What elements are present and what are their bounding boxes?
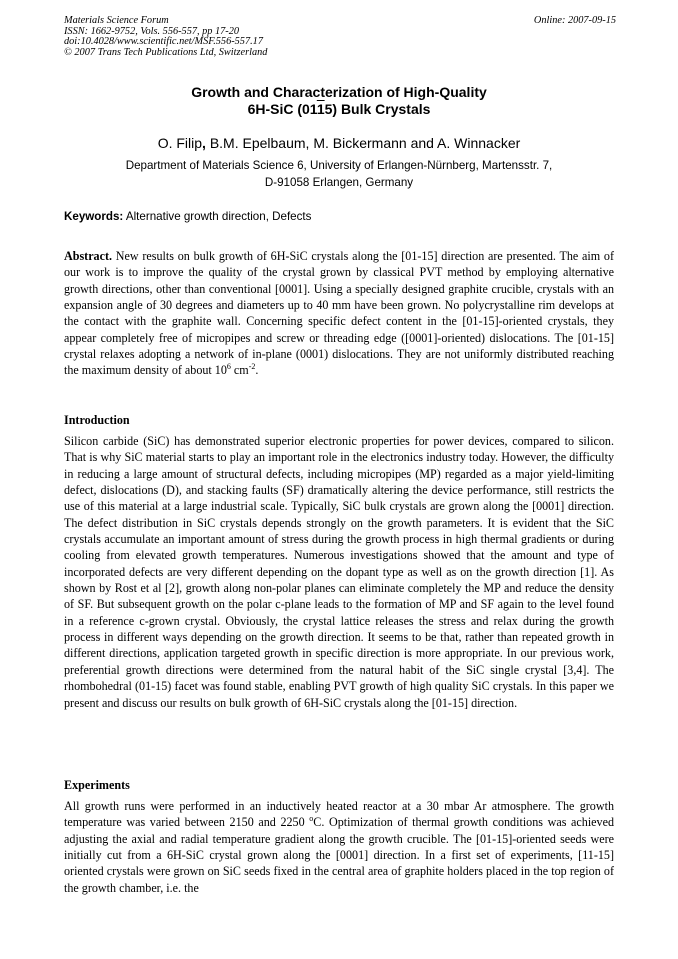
abstract-unit: cm bbox=[230, 363, 249, 378]
degree-sign: o bbox=[309, 814, 314, 824]
title-line-1: Growth and Characterization of High-Quality bbox=[191, 84, 487, 100]
abstract-text: New results on bulk growth of 6H-SiC crystals along the [01-15] direction are presented. The aim of our work is to improve the quality of the crystal grown by classical PVT method by employing alternative growth directions, other than conventional [0001]. Using a specially designed graphite crucible, crystals with an expansion angle of 30 degrees and diameters up to 40 mm have been grown. No polycrystalline rim develops at the contact with the graphite wall. Concerning specific defect content in the [01-15]-oriented crystals, they appear completely free of micropipes and screw or threading edge ([0001]-oriented) dislocations. The [01-15] crystal relaxes adopting a network of in-plane (0001) dislocations. They are not uniformly distributed reaching the maximum density of about 10 bbox=[64, 249, 614, 378]
author-first: O. Filip bbox=[157, 135, 203, 151]
abstract-label: Abstract. bbox=[64, 249, 113, 263]
author-separator: , bbox=[202, 135, 206, 151]
title-line-2-bar: 1 bbox=[316, 101, 325, 117]
journal-header bbox=[64, 16, 616, 58]
doi-line: doi:10.4028/www.scientific.net/MSF.556-557.17 bbox=[64, 36, 263, 48]
abstract-end: . bbox=[255, 363, 259, 378]
experiments-text-a: All growth runs were performed in an inductively heated reactor at a 30 mbar Ar atmosphere. The growth temperature was varied between 2150 and 2250 bbox=[64, 799, 614, 830]
abstract-exp-2: -2 bbox=[248, 362, 256, 372]
experiments-text bbox=[64, 798, 614, 896]
online-date: Online: 2007-09-15 bbox=[533, 15, 616, 26]
issn-line: ISSN: 1662-9752, Vols. 556-557, pp 17-20 bbox=[64, 25, 240, 37]
title-line-2-post: 5) Bulk Crystals bbox=[324, 101, 431, 117]
experiments-heading: Experiments bbox=[64, 778, 130, 792]
affiliation-line-1: Department of Materials Science 6, University of Erlangen-Nürnberg, Martensstr. 7, bbox=[125, 159, 553, 172]
title-line-2 bbox=[64, 101, 614, 118]
author-rest: B.M. Epelbaum, M. Bickermann and A. Winnacker bbox=[205, 135, 521, 151]
journal-name: Materials Science Forum bbox=[64, 15, 169, 26]
keywords bbox=[64, 209, 616, 224]
title-line-2-pre: 6H-SiC (01 bbox=[247, 101, 317, 117]
abstract bbox=[64, 248, 614, 379]
affiliation bbox=[64, 158, 614, 191]
paper-title bbox=[64, 84, 614, 118]
copyright-line: © 2007 Trans Tech Publications Ltd, Switzerland bbox=[64, 46, 268, 58]
keywords-text: Alternative growth direction, Defects bbox=[123, 210, 312, 223]
author-list bbox=[64, 135, 614, 152]
keywords-label: Keywords: bbox=[64, 210, 124, 223]
introduction-text: Silicon carbide (SiC) has demonstrated superior electronic properties for power devices, compared to silicon. That is why SiC material starts to play an important role in the electronics industry today. However, the difficulty in reducing a large amount of structural defects, including micropipes (MP) regarded as a major yield-limiting defect, dislocations (D), and stacking faults (SF) dramatically altering the device performance, still restricts the use of this material at a large industrial scale. Typically, SiC bulk crystals are grown along the [0001] direction. The defect distribution in SiC crystals depends strongly on the growth parameters. It is evident that the SiC crystals accumulate an important amount of stress during the growth process in high thermal gradients or during cooling from elevated growth temperatures. Numerous investigations showed that the amount and type of incorporated defects are very different depending on the dopant type as well as on the growth direction [1]. As shown by Rost et al [2], growth along non-polar planes can eliminate completely the MP and reduce the density of SF. But subsequent growth on the polar c-plane leads to the formation of MP and SF again to the level found in a reference c-grown crystal. Obviously, the crystal lattice releases the stress and relax during the growth process in different ways depending on the growth direction. It seems to be that, rather than repeated growth in different directions, application targeted growth in specific direction is more appropriate. In our previous work, preferential growth directions were determined from the natural habit of the SiC single crystal [3,4]. The rhombohedral (01-15) facet was found stable, enabling PVT growth of high quality SiC crystals. In this paper we present and discuss our results on bulk growth of 6H-SiC crystals along the [01-15] direction. bbox=[64, 434, 614, 710]
experiments-text-b: C. Optimization of thermal growth conditions was achieved adjusting the axial and radial temperature gradient along the growth crucible. The [01-15]-oriented seeds were initially cut from a 6H-SiC crystal grown along the [0001] direction. In a first set of experiments, [11-15] oriented crystals were grown on SiC seeds fixed in the central area of graphite holders placed in the top region of the growth chamber, i.e. the bbox=[64, 815, 615, 895]
abstract-exp-1: 6 bbox=[226, 362, 231, 372]
affiliation-line-2: D-91058 Erlangen, Germany bbox=[264, 175, 414, 189]
introduction-heading: Introduction bbox=[64, 413, 130, 427]
